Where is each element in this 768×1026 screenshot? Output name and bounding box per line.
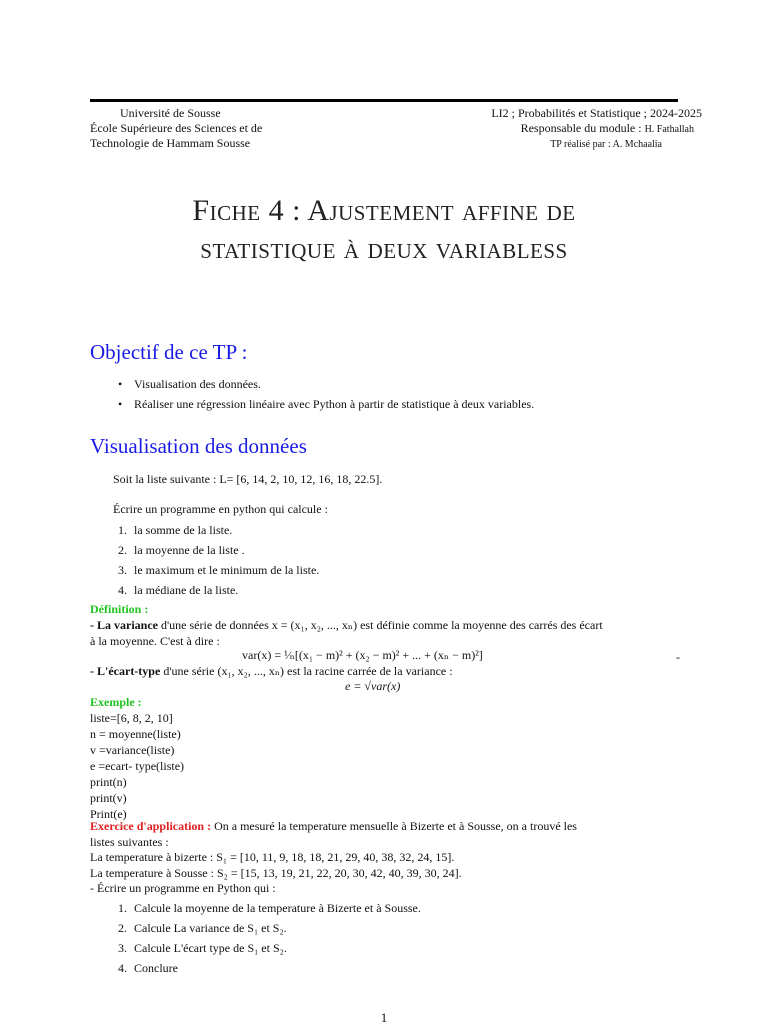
school-name-line2: Technologie de Hammam Sousse xyxy=(90,136,251,150)
code-line: liste=[6, 8, 2, 10] xyxy=(90,711,173,725)
program-ask: Écrire un programme en python qui calcule : xyxy=(113,502,328,516)
code-line: n = moyenne(liste) xyxy=(90,727,181,741)
list-intro: Soit la liste suivante : L= [6, 14, 2, 10, 12, 16, 18, 22.5]. xyxy=(113,472,383,486)
page-title-line2: statistique à deux variabless xyxy=(200,232,568,265)
page-title xyxy=(90,192,678,268)
list-item: 3. Calcule L'écart type de S₁ et S₂. xyxy=(118,941,287,955)
variance-definition-cont: à la moyenne. C'est à dire : xyxy=(90,634,220,648)
list-item: 3. le maximum et le minimum de la liste. xyxy=(118,563,320,577)
objectif-item: • Visualisation des données. xyxy=(118,374,534,394)
code-line: print(n) xyxy=(90,775,127,789)
variance-definition: - La variance d'une série de données x = (x₁, x₂, ..., xₙ) est définie comme la moyenne des carrés des écart xyxy=(90,618,603,632)
code-example xyxy=(90,710,690,822)
module-responsible xyxy=(440,121,702,137)
exercice-intro-cont: listes suivantes : xyxy=(90,835,169,849)
list-item: 2. Calcule La variance de S₁ et S₂. xyxy=(118,921,287,935)
objectif-list xyxy=(118,374,534,414)
objectif-item: • Réaliser une régression linéaire avec Python à partir de statistique à deux variables. xyxy=(118,394,534,414)
visualisation-heading: Visualisation des données xyxy=(90,434,307,458)
exercice-intro: Exercice d'application : On a mesuré la temperature mensuelle à Bizerte et à Sousse, on a trouvé les xyxy=(90,819,577,833)
module-responsible-label: Responsable du module : xyxy=(520,121,642,135)
code-line: v =variance(liste) xyxy=(90,743,175,757)
ecart-type-definition: - L'écart-type d'une série (x₁, x₂, ..., xₙ) est la racine carrée de la variance : xyxy=(90,664,453,678)
list-item: 4. la médiane de la liste. xyxy=(118,583,239,597)
tp-author: TP réalisé par : A. Mchaalia xyxy=(550,139,662,150)
page-title-line1: Fiche 4 : Ajustement affine de xyxy=(192,194,576,227)
list-item: 2. la moyenne de la liste . xyxy=(118,543,245,557)
module-responsible-name: H. Fathallah xyxy=(644,124,694,135)
list-item: 1. la somme de la liste. xyxy=(118,523,233,537)
ecart-formula: e = √var(x) xyxy=(345,679,401,693)
exercice-ask: - Écrire un programme en Python qui : xyxy=(90,881,276,895)
header-rule xyxy=(90,99,678,102)
course-title: LI2 ; Probabilités et Statistique ; 2024-2025 xyxy=(491,106,702,120)
dash: - xyxy=(676,650,680,664)
list-item: 1. Calcule la moyenne de la temperature à Bizerte et à Sousse. xyxy=(118,901,421,915)
definition-label: Définition : xyxy=(90,602,149,616)
tasks-list xyxy=(118,520,319,600)
sousse-series: La temperature à Sousse : S₂ = [15, 13, 19, 21, 22, 20, 30, 42, 40, 39, 30, 24]. xyxy=(90,866,462,880)
exemple-label: Exemple : xyxy=(90,695,142,709)
bizerte-series: La temperature à bizerte : S₁ = [10, 11, 9, 18, 18, 21, 29, 40, 38, 32, 24, 15]. xyxy=(90,850,455,864)
exercice-tasks xyxy=(118,898,421,978)
header-course-info xyxy=(440,106,702,152)
list-item: 4. Conclure xyxy=(118,961,178,975)
objectif-heading: Objectif de ce TP : xyxy=(90,340,248,364)
page-number: 1 xyxy=(380,1010,388,1025)
variance-formula: var(x) = ¹⁄ₙ[(x₁ − m)² + (x₂ − m)² + ... + (xₙ − m)²] xyxy=(242,648,483,662)
school-name-line1: École Supérieure des Sciences et de xyxy=(90,121,263,135)
code-line: Print(e) xyxy=(90,807,127,821)
header-university xyxy=(90,106,330,151)
code-line: print(v) xyxy=(90,791,127,805)
code-line: e =ecart- type(liste) xyxy=(90,759,185,773)
university-name: Université de Sousse xyxy=(120,106,221,120)
